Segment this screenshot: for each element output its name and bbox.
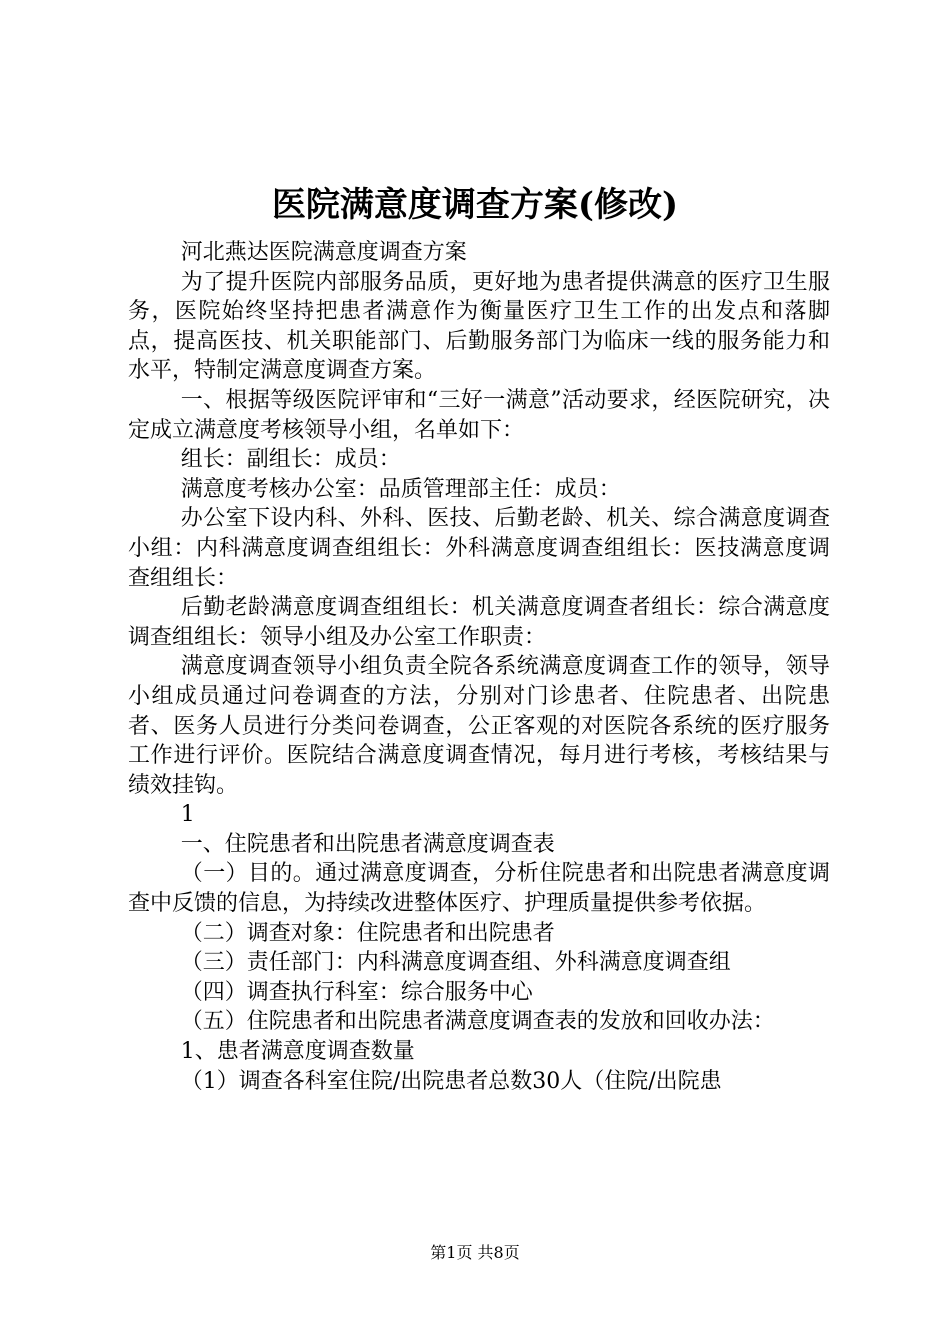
paragraph-office: 满意度考核办公室：品质管理部主任：成员： (180, 476, 621, 502)
paragraph-subgroups: 办公室下设内科、外科、医技、后勤老龄、机关、综合满意度调查小组：内科满意度调查组组长：外科满意度调查组组长：医技满意度调查组组长： (128, 506, 830, 591)
paragraph-leaders: 组长：副组长：成员： (180, 447, 401, 473)
document-title: 医院满意度调查方案(修改) (271, 185, 679, 225)
paragraph-quantity-detail: （1）调查各科室住院/出院患者总数30人（住院/出院患 (180, 1068, 722, 1094)
paragraph-intro: 为了提升医院内部服务品质，更好地为患者提供满意的医疗卫生服务，医院始终坚持把患者满意作为衡量医疗卫生工作的出发点和落脚点，提高医技、机关职能部门、后勤服务部门为临床一线的服务能力和水平，特制定满意度调查方案。 (128, 269, 830, 384)
paragraph-subgroups-cont: 后勤老龄满意度调查组组长：机关满意度调查者组长：综合满意度调查组组长：领导小组及办公室工作职责： (128, 595, 830, 650)
paragraph-purpose: （一）目的。通过满意度调查，分析住院患者和出院患者满意度调查中反馈的信息，为持续改进整体医疗、护理质量提供参考依据。 (128, 861, 830, 917)
paragraph-survey-heading: 一、住院患者和出院患者满意度调查表 (180, 831, 555, 857)
paragraph-executor: （四）调查执行科室：综合服务中心 (180, 979, 533, 1005)
paragraph-quantity-heading: 1、患者满意度调查数量 (180, 1039, 415, 1065)
paragraph-distribution: （五）住院患者和出院患者满意度调查表的发放和回收办法： (180, 1009, 775, 1035)
paragraph-duties: 满意度调查领导小组负责全院各系统满意度调查工作的领导，领导小组成员通过问卷调查的方法，分别对门诊患者、住院患者、出院患者、医务人员进行分类问卷调查，公正客观的对医院各系统的医疗服务工作进行评价。医院结合满意度调查情况，每月进行考核，考核结果与绩效挂钩。 (128, 654, 830, 798)
document-body (128, 238, 830, 1096)
paragraph-target: （二）调查对象：住院患者和出院患者 (180, 920, 555, 946)
paragraph-department: （三）责任部门：内科满意度调查组、外科满意度调查组 (180, 950, 731, 976)
paragraph-number: 1 (180, 802, 195, 828)
paragraph-plan-name: 河北燕达医院满意度调查方案 (180, 240, 467, 265)
paragraph-section-1: 一、根据等级医院评审和“三好一满意”活动要求，经医院研究，决定成立满意度考核领导小组，名单如下： (128, 387, 830, 443)
page-footer: 第1页 共8页 (430, 1243, 520, 1262)
